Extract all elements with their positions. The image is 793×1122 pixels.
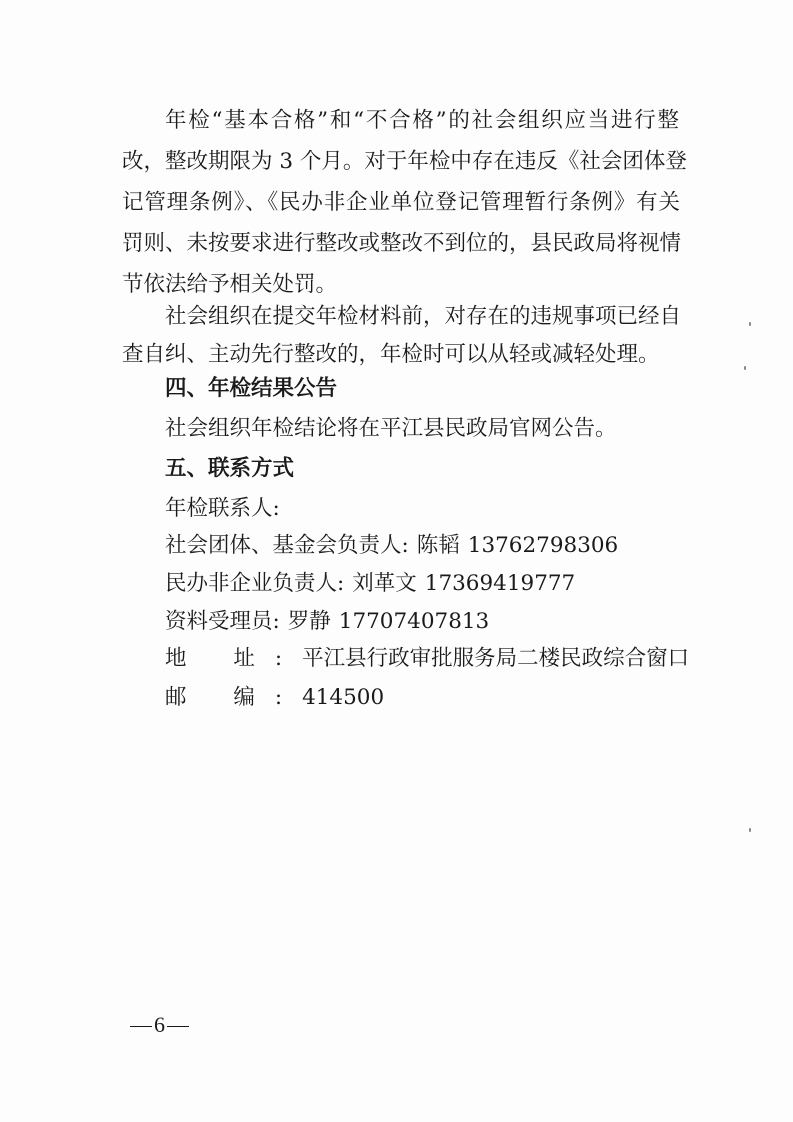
page-number-value: 6 <box>154 1012 165 1037</box>
contact-row <box>165 569 575 599</box>
contact-phone: 17707407813 <box>338 609 490 634</box>
contact-label: 社会团体、基金会负责人: <box>165 533 409 558</box>
contact-phone: 17369419777 <box>424 571 576 596</box>
paragraph-1-line-2: 改，整改期限为 3 个月。对于年检中存在违反《社会团体登 <box>122 149 687 174</box>
paragraph-2-line-1: 社会组织在提交年检材料前，对存在的违规事项已经自 <box>165 304 682 329</box>
contacts-intro: 年检联系人: <box>165 496 280 521</box>
scan-speck <box>749 828 751 832</box>
address-label: 地 址: <box>165 646 303 671</box>
postcode-row <box>165 683 384 713</box>
page-number <box>128 1012 191 1038</box>
contact-name: 陈韬 <box>416 533 460 558</box>
section-5-heading: 五、联系方式 <box>165 456 295 481</box>
postcode-value: 414500 <box>302 685 385 710</box>
contact-phone: 13762798306 <box>467 533 619 558</box>
contact-row <box>165 531 618 561</box>
scan-speck <box>749 322 751 326</box>
paragraph-1-line-4: 罚则、未按要求进行整改或整改不到位的，县民政局将视情 <box>122 231 682 256</box>
address-row <box>165 644 689 674</box>
page-number-left-dash <box>130 1026 152 1027</box>
postcode-label: 邮 编: <box>165 685 303 710</box>
paragraph-1-line-3: 记管理条例》、《民办非企业单位登记管理暂行条例》有关 <box>122 190 680 215</box>
page-number-right-dash <box>167 1026 189 1027</box>
paragraph-1-line-5: 节依法给予相关处罚。 <box>122 272 338 297</box>
paragraph-2-line-2: 查自纠、主动先行整改的，年检时可以从轻或减轻处理。 <box>122 342 660 367</box>
address-value: 平江县行政审批服务局二楼民政综合窗口 <box>302 646 690 671</box>
section-4-body: 社会组织年检结论将在平江县民政局官网公告。 <box>165 416 617 441</box>
contact-row <box>165 607 489 637</box>
contact-name: 刘革文 <box>352 571 417 596</box>
section-4-heading: 四、年检结果公告 <box>165 376 338 401</box>
contact-name: 罗静 <box>287 609 331 634</box>
scan-speck <box>744 366 746 370</box>
contact-label: 资料受理员: <box>165 609 280 634</box>
paragraph-1-line-1: 年检“基本合格”和“不合格”的社会组织应当进行整 <box>165 108 679 133</box>
contact-label: 民办非企业负责人: <box>165 571 345 596</box>
